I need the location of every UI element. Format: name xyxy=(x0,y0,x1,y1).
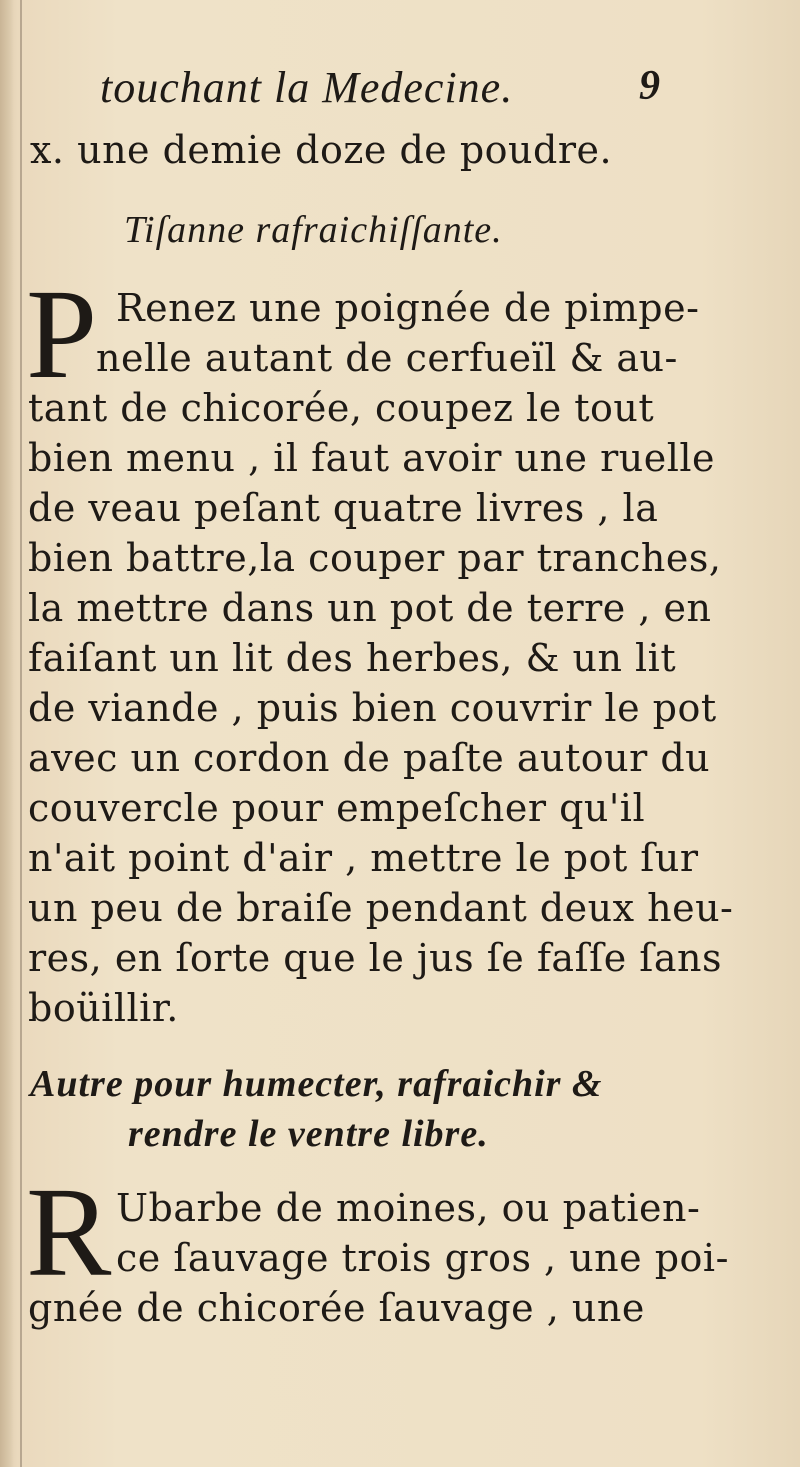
page-header xyxy=(100,62,660,122)
text-line: la mettre dans un pot de terre , en xyxy=(28,586,712,630)
page-number: 9 xyxy=(639,63,660,109)
running-title: touchant la Medecine. xyxy=(100,63,514,112)
text-line: gnée de chicorée ſauvage , une xyxy=(28,1286,645,1330)
text-line: bien menu , il faut avoir une ruelle xyxy=(28,436,715,480)
recipe-heading-tisane: Tiſanne rafraichiſſante. xyxy=(124,209,503,251)
text-line: bien battre,la couper par tranches, xyxy=(28,536,722,580)
text-line: ce ſauvage trois gros , une poi- xyxy=(116,1236,729,1280)
text-line: boüillir. xyxy=(28,986,179,1030)
gutter-edge-line xyxy=(20,0,22,1467)
page-gutter xyxy=(0,0,14,1467)
text-line: Renez une poignée de pimpe- xyxy=(116,286,700,330)
drop-cap-r: R xyxy=(26,1161,112,1303)
text-line: n'ait point d'air , mettre le pot ſur xyxy=(28,836,699,880)
text-line: avec un cordon de paſte autour du xyxy=(28,736,711,780)
text-line: res, en ſorte que le jus ſe faſſe ſans xyxy=(28,936,722,980)
text-line: de viande , puis bien couvrir le pot xyxy=(28,686,717,730)
text-line: nelle autant de cerfueïl & au- xyxy=(96,336,678,380)
text-line: de veau peſant quatre livres , la xyxy=(28,486,659,530)
text-line: Ubarbe de moines, ou patien- xyxy=(116,1186,701,1230)
recipe-heading-autre: Autre pour humecter, rafraichir & xyxy=(30,1063,603,1105)
text-line: faiſant un lit des herbes, & un lit xyxy=(28,636,677,680)
text-line: tant de chicorée, coupez le tout xyxy=(28,386,655,430)
drop-cap-p: P xyxy=(26,263,98,405)
recipe-heading-autre-cont: rendre le ventre libre. xyxy=(128,1113,489,1155)
text-line: un peu de braiſe pendant deux heu- xyxy=(28,886,734,930)
carry-over-line: x. une demie doze de poudre. xyxy=(30,128,613,172)
text-line: couvercle pour empeſcher qu'il xyxy=(28,786,646,830)
